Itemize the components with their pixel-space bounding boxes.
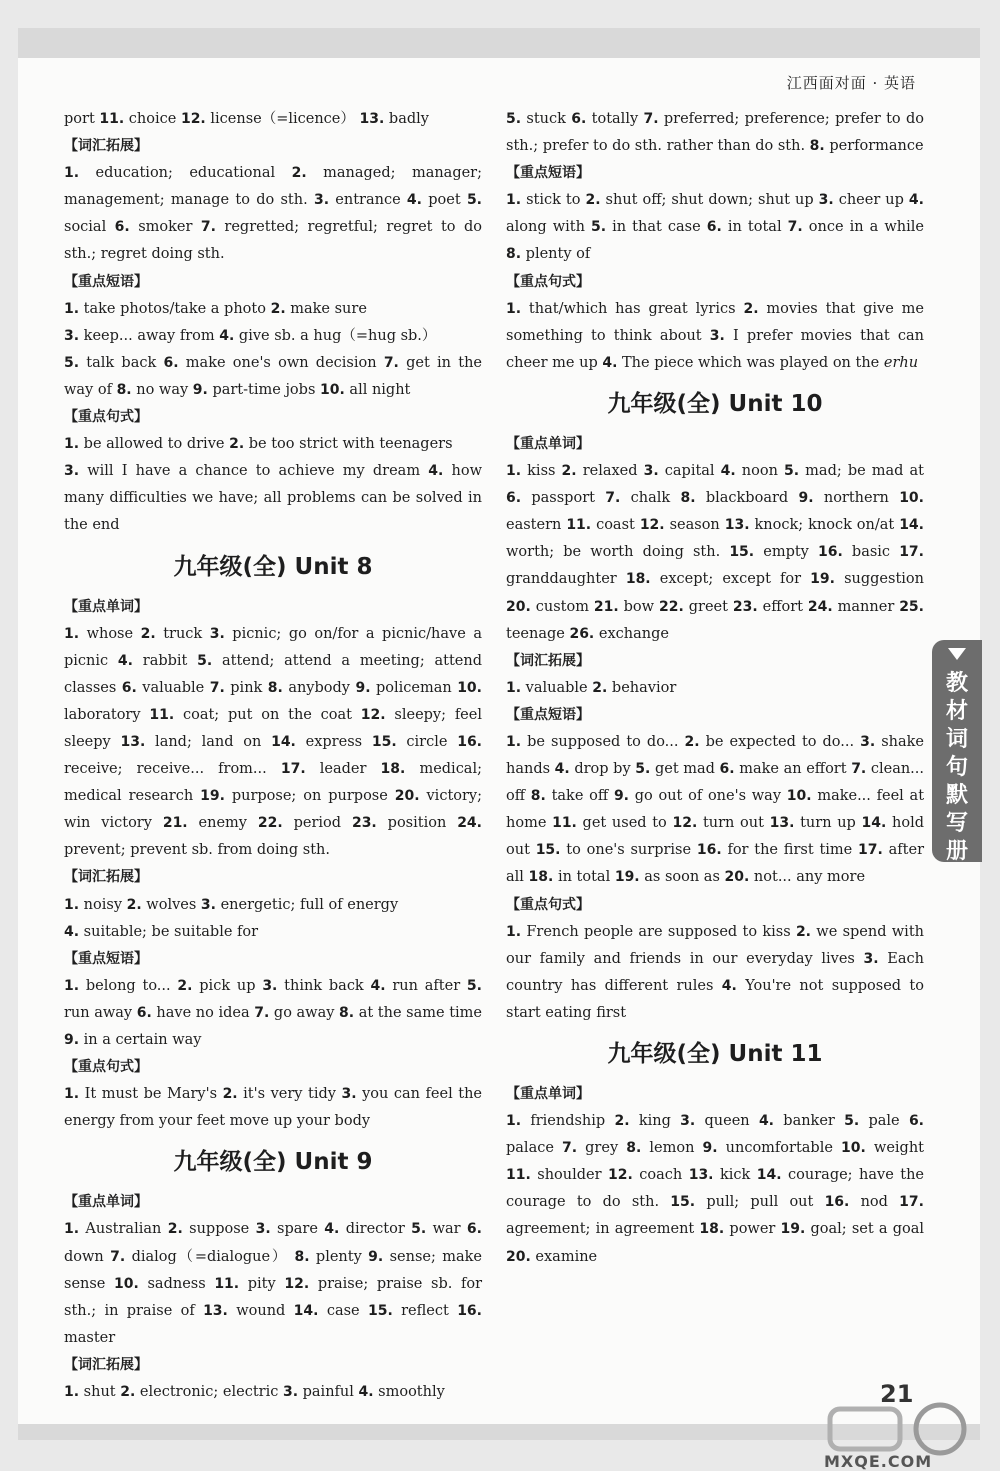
section-label: 【重点短语】 bbox=[506, 706, 590, 723]
side-tab-char: 默 bbox=[945, 783, 968, 808]
answer-paragraph: 1. valuable 2. behavior bbox=[506, 679, 677, 696]
section-label: 【重点短语】 bbox=[64, 273, 148, 290]
side-tab-char: 材 bbox=[945, 699, 968, 724]
unit-heading: 九年级(全) Unit 10 bbox=[607, 390, 823, 417]
answer-paragraph: 3. keep... away from 4. give sb. a hug（=hug sb.） bbox=[64, 327, 437, 344]
answer-paragraph: 1. kiss 2. relaxed 3. capital 4. noon 5. mad; be mad at 6. passport 7. chalk 8. blackboard 9. northern 10. eastern 11. coast 12. season 13. knock; knock on/at 14. worth; be worth doing sth. 15. empty 16. basic 17. granddaughter 18. except; except for 19. suggestion 20. custom 21. bow 22. greet 23. effort 24. manner 25. teenage 26. exchange bbox=[506, 463, 925, 642]
section-label: 【重点句式】 bbox=[506, 273, 590, 290]
answer-paragraph: 5. stuck 6. totally 7. preferred; preference; prefer to do sth.; prefer to do sth. rather than do sth. 8. performance bbox=[506, 111, 924, 155]
left-column bbox=[64, 106, 482, 1406]
section-label: 【重点句式】 bbox=[64, 1059, 148, 1076]
section-label: 【词汇拓展】 bbox=[506, 652, 590, 669]
section-label: 【词汇拓展】 bbox=[64, 138, 148, 155]
answer-paragraph: 1. be supposed to do... 2. be expected to do... 3. shake hands 4. drop by 5. get mad 6. make an effort 7. clean... off 8. take off 9. go out of one's way 10. make... feel at home 11. get used to 12. turn out 13. turn up 14. hold out 15. to one's surprise 16. for the first time 17. after all 18. in total 19. as soon as 20. not... any more bbox=[506, 733, 925, 886]
answer-paragraph: 1. education; educational 2. managed; manager; management; manage to do sth. 3. entrance 4. poet 5. social 6. smoker 7. regretted; regretful; regret to do sth.; regret doing sth. bbox=[64, 165, 482, 263]
answer-paragraph: 3. will I have a chance to achieve my dream 4. how many difficulties we have; all problems can be solved in the end bbox=[64, 463, 482, 534]
answer-paragraph: 4. suitable; be suitable for bbox=[64, 923, 259, 940]
section-label: 【重点单词】 bbox=[506, 435, 590, 452]
section-label: 【重点单词】 bbox=[64, 1194, 148, 1211]
section-label: 【重点单词】 bbox=[64, 598, 148, 615]
unit-heading: 九年级(全) Unit 9 bbox=[173, 1149, 373, 1176]
answer-paragraph: 1. French people are supposed to kiss 2. we spend with our family and friends in our everyday lives 3. Each country has different rules 4. You're not supposed to start eating first bbox=[506, 923, 924, 1021]
answer-paragraph: port 11. choice 12. license（=licence） 13. badly bbox=[64, 111, 429, 127]
watermark-text: MXQE.COM bbox=[824, 1452, 933, 1471]
answer-paragraph: 1. be allowed to drive 2. be too strict with teenagers bbox=[64, 436, 453, 453]
answer-paragraph: 5. talk back 6. make one's own decision 7. get in the way of 8. no way 9. part-time jobs 10. all night bbox=[64, 354, 482, 398]
triangle-down-icon bbox=[948, 648, 966, 660]
side-tab-char: 写 bbox=[945, 811, 968, 836]
page-number: 21 bbox=[880, 1380, 914, 1408]
answer-paragraph: 1. take photos/take a photo 2. make sure bbox=[64, 300, 367, 317]
side-tab-char: 册 bbox=[945, 839, 968, 864]
top-scan-band bbox=[18, 28, 980, 58]
answer-paragraph: 1. Australian 2. suppose 3. spare 4. director 5. war 6. down 7. dialog（=dialogue） 8. plenty 9. sense; make sense 10. sadness 11. pity 12. praise; praise sb. for sth.; in praise of 13. wound 14. case 15. reflect 16. master bbox=[64, 1221, 483, 1346]
section-label: 【词汇拓展】 bbox=[64, 1356, 148, 1373]
section-label: 【重点句式】 bbox=[64, 409, 148, 426]
section-label: 【重点单词】 bbox=[506, 1086, 590, 1102]
unit-heading: 九年级(全) Unit 11 bbox=[607, 1041, 823, 1067]
right-column bbox=[506, 106, 924, 1271]
side-tab-char: 句 bbox=[945, 755, 968, 780]
unit-heading: 九年级(全) Unit 8 bbox=[173, 553, 373, 580]
answer-paragraph: 1. belong to... 2. pick up 3. think back 4. run after 5. run away 6. have no idea 7. go away 8. at the same time 9. in a certain way bbox=[64, 977, 482, 1048]
answer-paragraph: 1. friendship 2. king 3. queen 4. banker 5. pale 6. palace 7. grey 8. lemon 9. uncomfortable 10. weight 11. shoulder 12. coach 13. kick 14. courage; have the courage to do sth. 15. pull; pull out 16. nod 17. agreement; in agreement 18. power 19. goal; set a goal 20. examine bbox=[506, 1113, 925, 1265]
answer-paragraph: 1. stick to 2. shut off; shut down; shut up 3. cheer up 4. along with 5. in that case 6. in total 7. once in a while 8. plenty of bbox=[506, 192, 924, 263]
side-tab bbox=[932, 640, 982, 862]
section-label: 【词汇拓展】 bbox=[64, 869, 148, 886]
running-header: 江西面对面 · 英语 bbox=[786, 74, 916, 92]
answer-paragraph: 1. whose 2. truck 3. picnic; go on/for a picnic/have a picnic 4. rabbit 5. attend; attend a meeting; attend classes 6. valuable 7. pink 8. anybody 9. policeman 10. laboratory 11. coat; put on the coat 12. sleepy; feel sleepy 13. land; land on 14. express 15. circle 16. receive; receive... from... 17. leader 18. medical; medical research 19. purpose; on purpose 20. victory; win victory 21. enemy 22. period 23. position 24. prevent; prevent sb. from doing sth. bbox=[64, 625, 483, 859]
section-label: 【重点句式】 bbox=[506, 896, 590, 913]
answer-paragraph: 1. It must be Mary's 2. it's very tidy 3. you can feel the energy from your feet move up your body bbox=[64, 1086, 482, 1130]
section-label: 【重点短语】 bbox=[506, 165, 590, 182]
side-tab-char: 词 bbox=[945, 727, 968, 752]
answer-paragraph: 1. noisy 2. wolves 3. energetic; full of energy bbox=[64, 896, 399, 913]
side-tab-char: 教 bbox=[945, 671, 968, 696]
section-label: 【重点短语】 bbox=[64, 950, 148, 967]
answer-paragraph: 1. that/which has great lyrics 2. movies that give me something to think about 3. I prefer movies that can cheer me up 4. The piece which was played on the erhu bbox=[506, 300, 924, 371]
answer-paragraph: 1. shut 2. electronic; electric 3. painful 4. smoothly bbox=[64, 1384, 445, 1401]
